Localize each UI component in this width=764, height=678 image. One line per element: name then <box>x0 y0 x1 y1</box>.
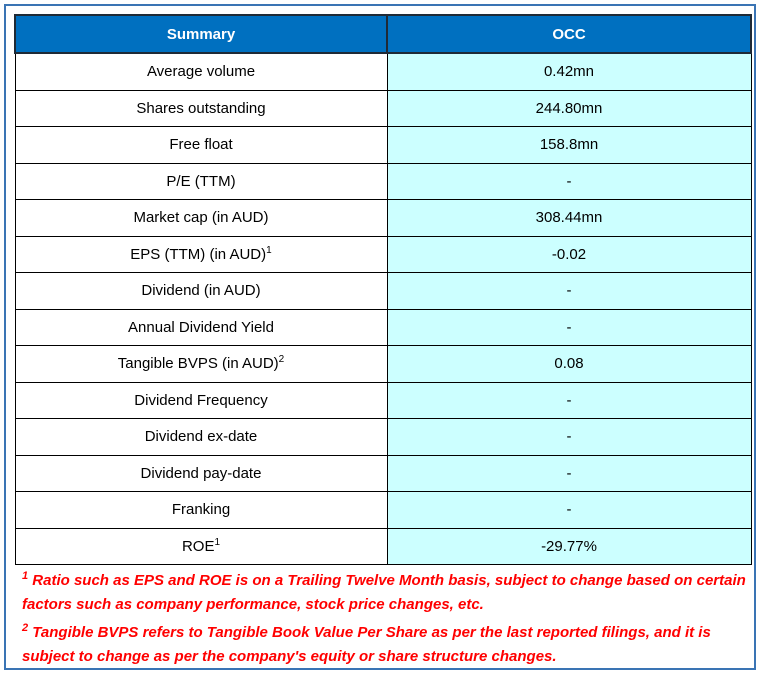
summary-table <box>14 14 752 565</box>
footnote-number: 1 <box>22 570 29 582</box>
table-row <box>15 200 751 237</box>
row-label: Free float <box>15 127 387 164</box>
row-value: -29.77% <box>387 528 751 565</box>
row-label: P/E (TTM) <box>15 163 387 200</box>
table-row <box>15 273 751 310</box>
row-label: Average volume <box>15 53 387 90</box>
row-value: - <box>387 382 751 419</box>
row-label: Dividend ex-date <box>15 419 387 456</box>
row-label: EPS (TTM) (in AUD)$^1$ <box>15 236 387 273</box>
row-label: Shares outstanding <box>15 90 387 127</box>
table-row <box>15 382 751 419</box>
table-row <box>15 455 751 492</box>
row-label: Franking <box>15 492 387 529</box>
footnote-number: 2 <box>22 622 29 634</box>
table-row <box>15 163 751 200</box>
table-row <box>15 309 751 346</box>
table-row <box>15 236 751 273</box>
footnote-marker: 2 <box>278 354 285 366</box>
footnote-1 <box>22 569 750 617</box>
row-value: -0.02 <box>387 236 751 273</box>
row-label: Tangible BVPS (in AUD)$^2$ <box>15 346 387 383</box>
row-label: Dividend pay-date <box>15 455 387 492</box>
row-value: - <box>387 419 751 456</box>
row-value: - <box>387 273 751 310</box>
row-value: 244.80mn <box>387 90 751 127</box>
table-row <box>15 127 751 164</box>
table-row <box>15 53 751 90</box>
footnote-marker: 1 <box>266 244 272 256</box>
table-row <box>15 528 751 565</box>
row-label: Dividend Frequency <box>15 382 387 419</box>
footnote-text: Ratio such as EPS and ROE is on a Trailing Twelve Month basis, subject to change based on certain factors such as company performance, stock price changes, etc. <box>22 572 746 613</box>
table-row <box>15 346 751 383</box>
footnote-2 <box>22 621 750 669</box>
row-label: Dividend (in AUD) <box>15 273 387 310</box>
row-value: - <box>387 455 751 492</box>
row-label: Market cap (in AUD) <box>15 200 387 237</box>
table-row <box>15 492 751 529</box>
row-label: ROE$^1$ <box>15 528 387 565</box>
row-value: 0.42mn <box>387 53 751 90</box>
row-label: Annual Dividend Yield <box>15 309 387 346</box>
footnotes <box>22 569 750 673</box>
header-ticker: OCC <box>387 15 751 53</box>
header-summary: Summary <box>15 15 387 53</box>
footnote-text: Tangible BVPS refers to Tangible Book Value Per Share as per the last reported filings, and it is subject to change as per the company's equity or share structure changes. <box>22 624 711 665</box>
row-value: - <box>387 309 751 346</box>
row-value: 0.08 <box>387 346 751 383</box>
row-value: - <box>387 163 751 200</box>
row-value: 158.8mn <box>387 127 751 164</box>
summary-frame <box>4 4 756 670</box>
footnote-marker: 1 <box>214 536 221 548</box>
table-row <box>15 90 751 127</box>
table-header-row <box>15 15 751 53</box>
table-row <box>15 419 751 456</box>
row-value: - <box>387 492 751 529</box>
row-value: 308.44mn <box>387 200 751 237</box>
